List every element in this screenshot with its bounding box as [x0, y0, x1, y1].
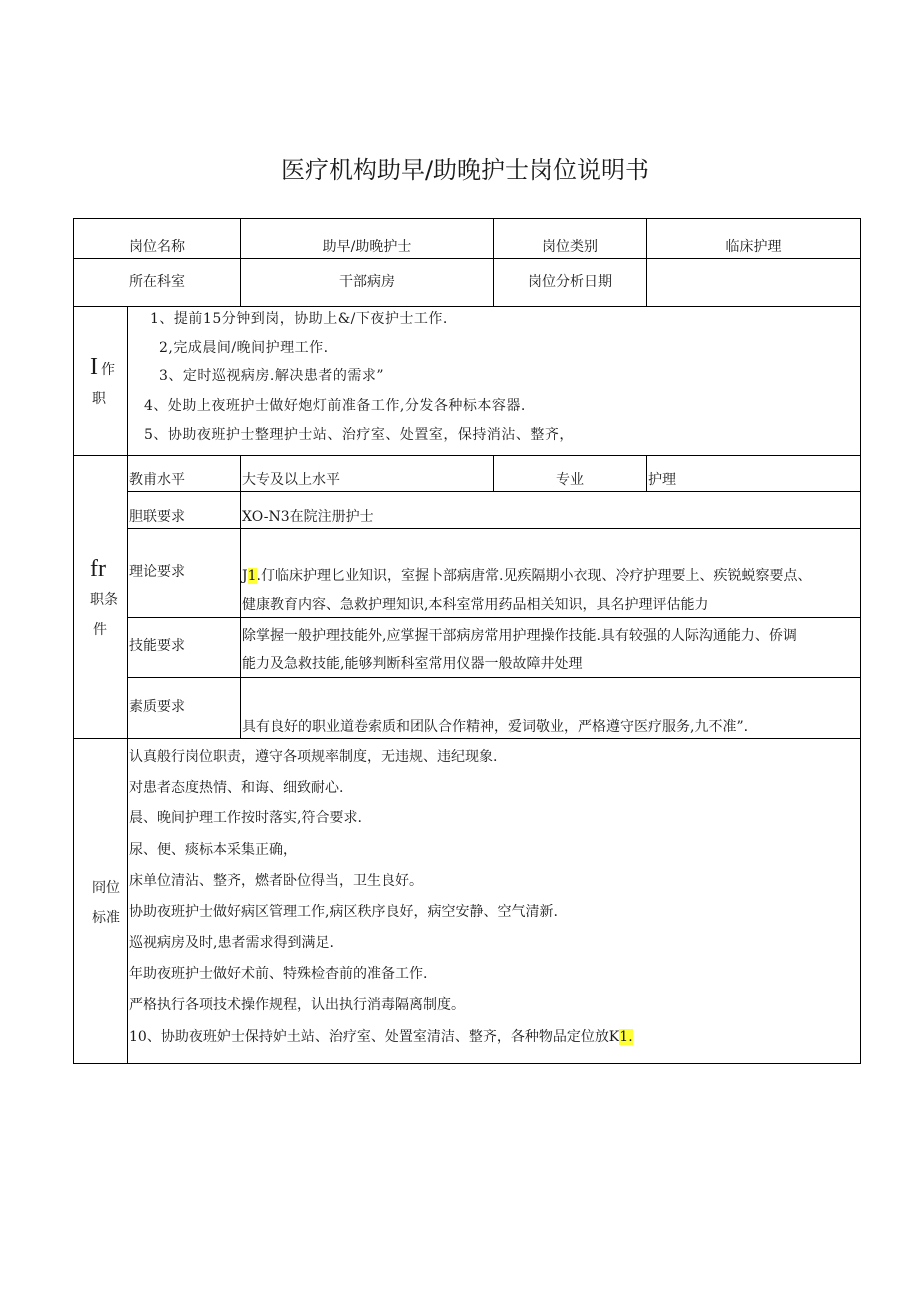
- skill-line-1: 除掌握一般护理技能外,应掌握干部病房常用护理操作技能.具有较强的人际沟通能力、侨调: [242, 628, 797, 644]
- qualification-label: 胆联要求: [129, 509, 185, 525]
- standards-label-line1: 冏位: [92, 880, 120, 896]
- list-item: 1、提前15分钟到岗，协助上&/下夜护士工作.: [150, 311, 448, 327]
- list-item: 3、定时巡视病房.解决患者的需求”: [159, 368, 385, 384]
- list-item: 协助夜班护士做好病区管理工作,病区秩序良好，病空安静、空气清新.: [129, 904, 558, 920]
- list-item: 4、处助上夜班护士做好炮灯前准备工作,分发各种标本容器.: [144, 398, 526, 414]
- major-label: 专业: [556, 472, 584, 488]
- theory-line-2: 健康教育内容、急救护理知识,本科室常用药品相关知识，具名护理评估能力: [242, 597, 709, 613]
- duties-label-bottom: 职: [92, 391, 106, 407]
- conditions-label-big: fr: [90, 556, 106, 582]
- quality-value: 具有良好的职业道卷索质和团队合作精神，爱词敬业，严格遵守医疗服务,九不准”.: [242, 719, 749, 735]
- conditions-label-line2: 职条: [90, 592, 118, 608]
- skill-line-2: 能力及急救技能,能够判断科室常用仪器一般故障井处理: [242, 656, 583, 672]
- list-item: 尿、便、痰标本采集正确，: [129, 842, 297, 858]
- theory-text-1: .仃临床护理匕业知识，室握卜部病唐常.见疾隔期小衣现、冷疗护理要上、疾锐蜕察要点、: [256, 568, 812, 584]
- post-category-value: 临床护理: [725, 239, 782, 255]
- list-item: 巡视病房及时,患者需求得到满足.: [129, 935, 334, 951]
- department-label: 所在科室: [129, 274, 185, 290]
- list-item: 年助夜班护士做好术前、特殊检杳前的准备工作.: [129, 966, 428, 982]
- skill-label: 技能要求: [129, 638, 185, 654]
- highlight-mark: 1.: [619, 1029, 633, 1045]
- list-item: 对患者态度热情、和诲、细致耐心.: [129, 780, 344, 796]
- list-item: 认真般行岗位职责，遵守各项规率制度，无违规、违纪现象.: [129, 749, 498, 765]
- list-item: 严格执行各项技术操作规程，认出执行消毒隔离制度。: [129, 997, 465, 1013]
- post-name-value: 助早/助晚护士: [322, 239, 412, 255]
- post-category-label: 岗位类别: [542, 239, 598, 255]
- education-value: 大专及以上水平: [242, 472, 340, 488]
- quality-label: 素质要求: [129, 699, 185, 715]
- list-item: 床单位清沾、整齐，燃者卧位得当，卫生良好。: [129, 873, 423, 889]
- qualification-value: XO-N3在院注册护士: [242, 509, 374, 525]
- education-label: 教甫水平: [129, 472, 185, 488]
- duties-label-small: 作: [101, 362, 115, 378]
- list-item: 2,完成晨间/晚间护理工作.: [159, 340, 329, 356]
- highlight-mark: 1: [247, 568, 257, 584]
- list-item: 5、协助夜班护士整理护士站、治疗室、处置室，保持消沾、整齐，: [144, 427, 574, 443]
- theory-label: 理论要求: [129, 564, 185, 580]
- theory-line-1: [242, 566, 811, 586]
- last-item-text: 10、协助夜班妒士保持妒土站、治疗室、处置室清洁、整齐，各种物品定位放K: [129, 1029, 620, 1045]
- page-title: 医疗机构助早/助晚护士岗位说明书: [280, 156, 650, 184]
- standards-label-line2: 标准: [92, 910, 120, 926]
- list-item: [129, 1027, 633, 1047]
- analysis-date-label: 岗位分析日期: [528, 274, 612, 290]
- conditions-label-line3: 件: [93, 622, 107, 638]
- major-value: 护理: [648, 472, 676, 488]
- post-name-label: 岗位名称: [129, 239, 185, 255]
- department-value: 干部病房: [339, 274, 395, 290]
- duties-label-big: I: [90, 354, 98, 380]
- theory-prefix: J: [242, 568, 248, 584]
- list-item: 晨、晚间护理工作按时落实,符合要求.: [129, 810, 362, 826]
